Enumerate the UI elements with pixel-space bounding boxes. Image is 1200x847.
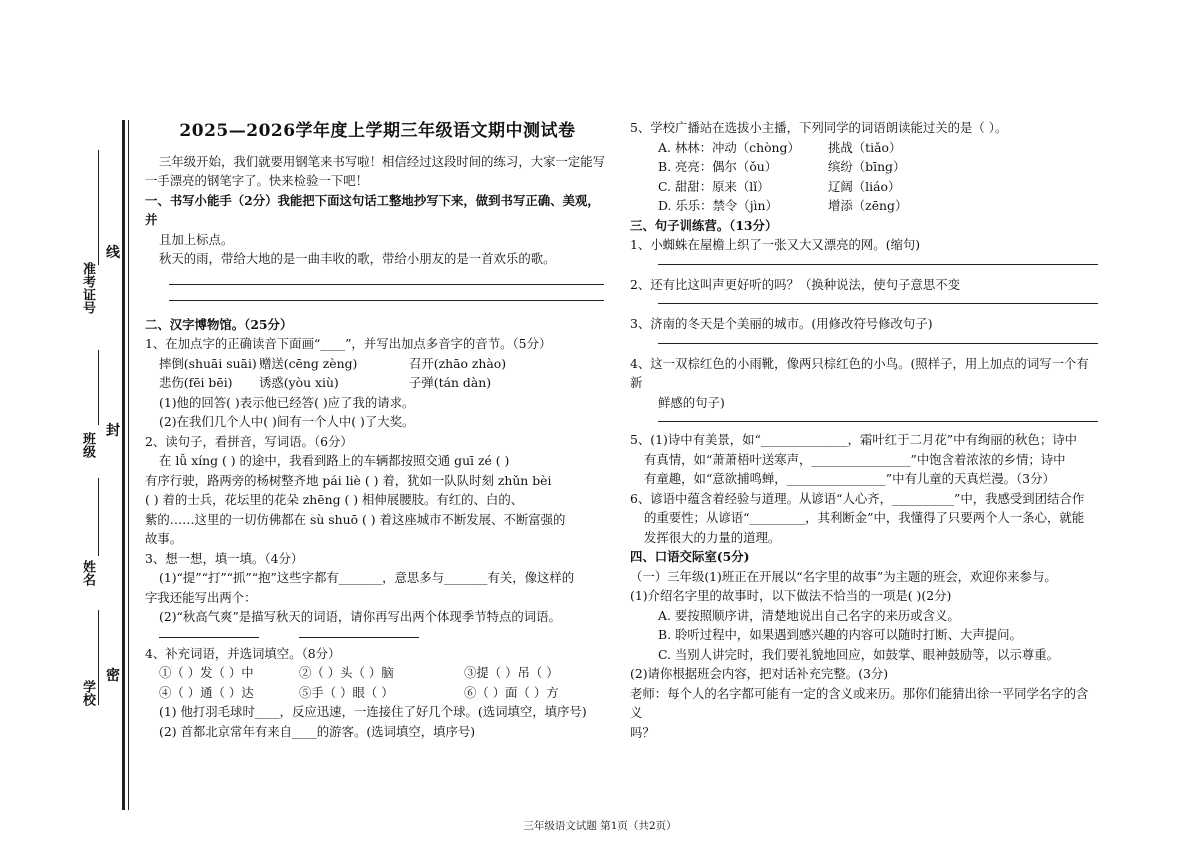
copy-sentence: 秋天的雨，带给大地的是一曲丰收的歌，带给小朋友的是一首欢乐的歌。 (159, 251, 556, 266)
left-column (145, 118, 610, 741)
question-2-3-b: (2)“秋高气爽”是描写秋天的词语，请你再写出两个体现季节特点的词语。 (159, 609, 561, 624)
question-2-1-b[interactable]: (2)在我们几个人中( )间有一个人中( )了大奖。 (159, 414, 415, 429)
pinyin-option[interactable]: 悲伤(fēi bēi) (159, 375, 233, 390)
option-b-2: 缤纷（bīng） (828, 159, 906, 174)
idiom-item[interactable]: ①（ ）发（ ）中 (159, 665, 254, 680)
writing-line-1[interactable] (169, 283, 604, 285)
pinyin-row-1 (145, 354, 610, 374)
section-1-title: 一、书写小能手（2分）我能把下面这句话工整地抄写下来，做到书写正确、美观，并 (145, 192, 600, 227)
section-2-title: 二、汉字博物馆。（25分） (145, 316, 293, 332)
pinyin-option[interactable]: 诱惑(yòu xiù) (259, 375, 339, 390)
idiom-item[interactable]: ③提（ ）吊（ ） (464, 665, 559, 680)
dialog-teacher-cont: 吗？ (630, 724, 655, 740)
intro-line-1: 三年级开始，我们就要用钢笔来书写啦！相信经过这段时间的练习，大家一定能写 (159, 153, 606, 169)
page-title: 2025—2026学年度上学期三年级语文期中测试卷 (179, 121, 576, 141)
idiom-item[interactable]: ④（ ）通（ ）达 (159, 684, 254, 700)
question-2-3-a[interactable]: (1)“提”“打”“抓”“抱”这些字都有_______，意思多与_______有关，像这样的 (159, 570, 575, 585)
option-item[interactable]: B. 聆听过程中，如果遇到感兴趣的内容可以随时打断、大声提问。 (658, 627, 1022, 642)
idiom-row-1 (145, 663, 610, 683)
idiom-item[interactable]: ⑤手（ ）眼（ ） (299, 684, 394, 700)
binding-thick-line (122, 120, 125, 810)
pinyin-option[interactable]: 赠送(cēng zèng) (259, 355, 358, 371)
question-3-6-line-3: 发挥很大的力量的道理。 (644, 529, 781, 545)
question-2-4: 4、补充词语，并选词填空。（8分） (145, 645, 341, 661)
question-2-2-line-4[interactable]: 紫的……这里的一切仿佛都在 sù shuō ( ) 着这座城市不断发展、不断富强的 (145, 511, 566, 527)
option-c-1: C. 甜甜：原来（lǐ） (658, 178, 770, 194)
question-4-2: (2)请你根据班会内容，把对话补充完整。(3分) (630, 666, 889, 681)
question-2-1: 1、在加点字的正确读音下面画“____”，并写出加点多音字的音节。（5分） (145, 336, 552, 351)
question-2-2-line-3[interactable]: ( ) 着的士兵，花坛里的花朵 zhēng ( ) 相伸展腰肢。有红的、白的、 (145, 492, 524, 507)
label-exam-number: 准考证号 (80, 262, 95, 314)
question-3-5-line-2[interactable]: 有真情，如“萧萧梧叶送寒声，________________”中饱含着浓浓的乡情；诗中 (644, 451, 1066, 467)
option-row[interactable] (630, 157, 1100, 177)
pinyin-option[interactable]: 召开(zhāo zhào) (409, 355, 507, 371)
dialog-teacher: 老师：每个人的名字都可能有一定的含义或来历。那你们能猜出徐一平同学名字的含义 (630, 685, 1089, 720)
idiom-item[interactable]: ⑥（ ）面（ ）方 (464, 684, 559, 700)
seal-line-char: 线 (106, 245, 120, 261)
pinyin-option[interactable]: 子弹(tán dàn) (409, 375, 492, 390)
fill-line-class (98, 350, 99, 425)
question-3-1: 1、小蜘蛛在屋檐上织了一张又大又漂亮的网。(缩句) (630, 237, 921, 252)
idiom-row-2 (145, 683, 610, 703)
question-2-4-b[interactable]: (2) 首都北京常年有来自____的游客。(选词填空，填序号) (159, 723, 476, 739)
page-footer: 三年级语文试题 第1页（共2页） (523, 820, 677, 832)
binding-thin-line (128, 120, 129, 810)
question-3-6-line-2[interactable]: 的重要性；从谚语“_________，其利断金”中，我懂得了只要两个人一条心，就能 (644, 510, 1085, 525)
label-school: 学校 (80, 680, 95, 706)
option-d-1: D. 乐乐：禁令（jìn） (658, 198, 778, 213)
answer-blank[interactable] (159, 637, 259, 638)
question-2-2-line-5: 故事。 (145, 531, 183, 546)
binding-strip (0, 0, 135, 847)
question-2-4-a[interactable]: (1) 他打羽毛球时____，反应迅速，一连接住了好几个球。(选词填空，填序号) (159, 704, 587, 719)
question-2-1-a[interactable]: (1)他的回答( )表示他已经答( )应了我的请求。 (159, 394, 415, 410)
right-column (630, 118, 1100, 742)
section-4-intro: （一）三年级(1)班正在开展以“名字里的故事”为主题的班会，欢迎你来参与。 (630, 568, 1057, 584)
idiom-item[interactable]: ②（ ）头（ ）脑 (299, 665, 394, 680)
option-a-2: 挑战（tiǎo） (828, 139, 902, 155)
writing-line-2[interactable] (169, 299, 604, 301)
question-2-2-line-1[interactable]: 在 lǚ xíng ( ) 的途中，我看到路上的车辆都按照交通 guī zé ( ) (159, 453, 510, 468)
label-name: 姓名 (80, 560, 95, 586)
fill-line-name (98, 478, 99, 556)
option-a-1: A. 林林：冲动（chòng） (658, 139, 800, 155)
season-word-lines (145, 637, 610, 638)
seal-seal-char: 封 (106, 423, 120, 439)
writing-line[interactable] (658, 420, 1098, 422)
question-2-5: 5、学校广播站在选拔小主播，下列同学的词语朗读能过关的是（ ）。 (630, 120, 1008, 135)
question-2-2: 2、读句子，看拼音，写词语。（6分） (145, 433, 353, 449)
pinyin-option[interactable]: 摔倒(shuāi suāi) (159, 355, 257, 371)
question-3-2: 2、还有比这叫声更好听的吗？（换种说法，使句子意思不变 (630, 276, 961, 292)
question-3-6-line-1[interactable]: 6、谚语中蕴含着经验与道理。从谚语“人心齐，__________”中，我感受到团结合作 (630, 490, 1085, 506)
question-2-3-a-cont: 字我还能写出两个： (145, 589, 257, 605)
option-row[interactable] (630, 177, 1100, 197)
option-row[interactable] (630, 138, 1100, 158)
question-3-5-line-1[interactable]: 5、(1)诗中有美景，如“______________，霜叶红于二月花”中有绚丽的秋色；诗中 (630, 432, 1077, 447)
option-item[interactable]: C. 当别人讲完时，我们要礼貌地回应，如鼓掌、眼神鼓励等，以示尊重。 (658, 646, 1060, 662)
writing-line[interactable] (658, 302, 1098, 304)
writing-line[interactable] (658, 342, 1098, 344)
pinyin-row-2 (145, 373, 610, 393)
option-d-2: 增添（zēng） (828, 198, 908, 213)
label-class: 班级 (80, 432, 95, 458)
question-3-4: 4、这一双棕红色的小雨靴，像两只棕红色的小鸟。(照样子，用上加点的词写一个有新 (630, 355, 1089, 390)
question-2-3: 3、想一想，填一填。（4分） (145, 550, 304, 566)
question-2-2-line-2[interactable]: 有序行驶，路两旁的杨树整齐地 pái liè ( ) 着，犹如一队队时刻 zhǔn bèi (145, 472, 552, 488)
fill-line-school (98, 610, 99, 705)
question-3-4-cont: 鲜感的句子) (658, 394, 725, 410)
option-c-2: 辽阔（liáo） (828, 178, 901, 194)
writing-line[interactable] (658, 263, 1098, 265)
question-3-5-line-3[interactable]: 有童趣，如“意欲捕鸣蝉，________________”中有儿童的天真烂漫。（3分） (644, 471, 1055, 486)
intro-line-2: 一手漂亮的钢笔字了。快来检验一下吧！ (145, 173, 369, 188)
fill-line-exam-number (98, 150, 99, 265)
option-row[interactable] (630, 196, 1100, 216)
section-1-title-cont: 且加上标点。 (159, 231, 234, 247)
question-4-1[interactable]: (1)介绍名字里的故事时，以下做法不恰当的一项是( )(2分) (630, 588, 952, 603)
section-4-title: 四、口语交际室(5分) (630, 549, 750, 564)
option-b-1: B. 亮亮：偶尔（ǒu） (658, 159, 778, 174)
option-item[interactable]: A. 要按照顺序讲，清楚地说出自己名字的来历或含义。 (658, 607, 960, 623)
section-3-title: 三、句子训练营。（13分） (630, 217, 778, 233)
answer-blank[interactable] (299, 637, 419, 638)
question-3-3: 3、济南的冬天是个美丽的城市。(用修改符号修改句子) (630, 316, 933, 331)
seal-secret-char: 密 (106, 668, 120, 684)
